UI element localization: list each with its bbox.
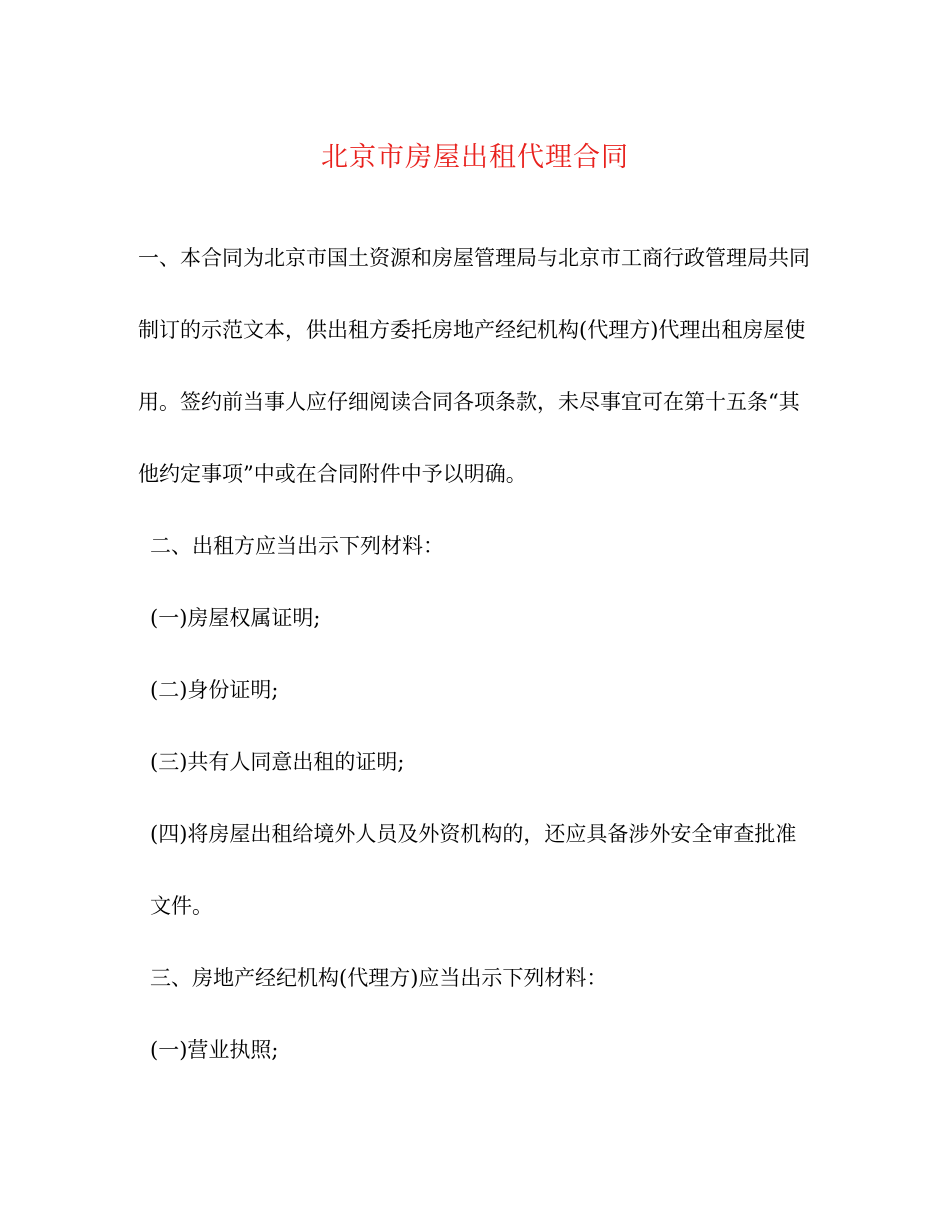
- paragraph-clause-3-heading: 三、房地产经纪机构(代理方)应当出示下列材料：: [150, 966, 608, 990]
- paragraph-item-co-owner-consent: (三)共有人同意出租的证明;: [150, 750, 405, 774]
- paragraph-clause-2-heading: 二、出租方应当出示下列材料：: [150, 534, 444, 558]
- paragraph-item-ownership-proof: (一)房屋权属证明;: [150, 606, 321, 630]
- paragraph-item-business-license: (一)营业执照;: [150, 1038, 279, 1062]
- paragraph-item-foreign-security-review: (四)将房屋出租给境外人员及外资机构的，还应具备涉外安全审查批准文件。: [150, 822, 797, 918]
- document-title: 北京市房屋出租代理合同: [321, 142, 629, 173]
- paragraph-clause-1: 一、本合同为北京市国土资源和房屋管理局与北京市工商行政管理局共同制订的示范文本，供出租方委托房地产经纪机构(代理方)代理出租房屋使用。签约前当事人应仔细阅读合同各项条款，未尽事宜可在第十五条“其他约定事项”中或在合同附件中予以明确。: [138, 246, 810, 486]
- paragraph-item-identity-proof: (二)身份证明;: [150, 678, 279, 702]
- document-body: [138, 222, 813, 1086]
